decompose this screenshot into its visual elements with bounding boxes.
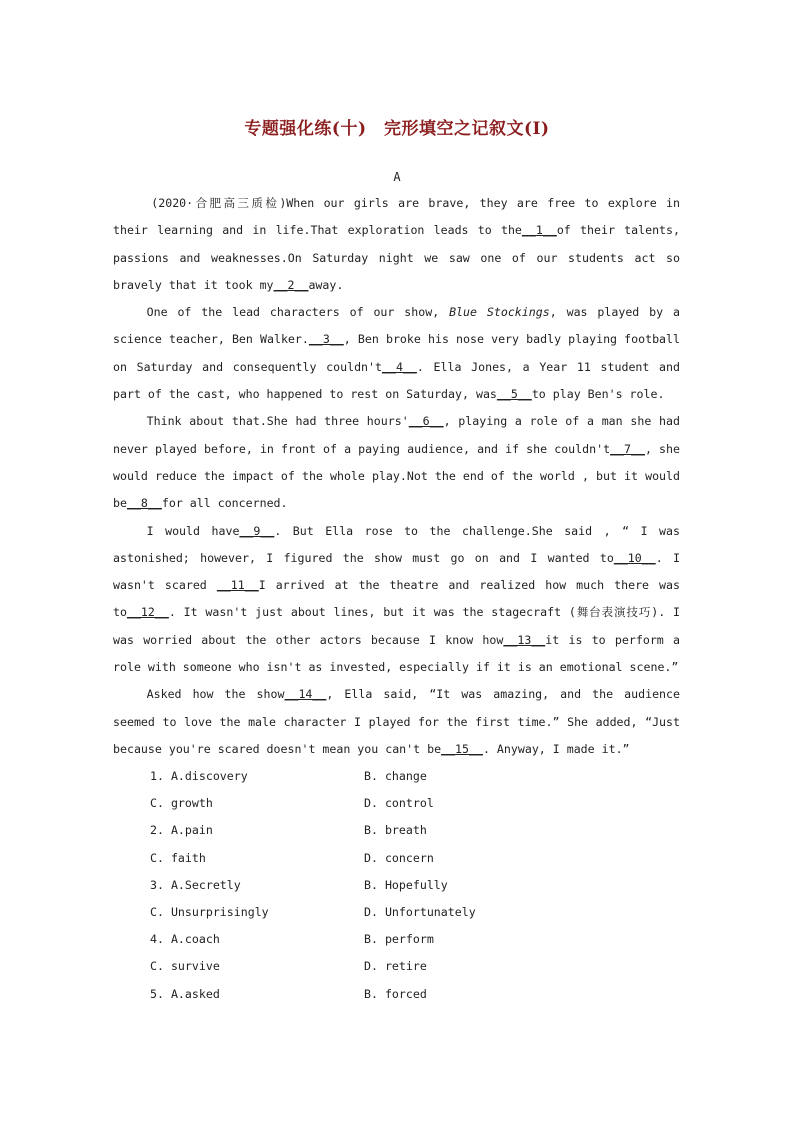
option-row <box>150 953 570 980</box>
paragraph-text: of their talents, passions and weaknesses.On Saturday night we saw one of our students act so bravely that it took my <box>113 223 680 292</box>
paragraph-text: (2020·合肥高三质检)When our girls are brave, they are free to explore in their learning and in life.That exploration leads to the <box>113 196 680 238</box>
paragraph-text: I would have <box>146 523 240 538</box>
paragraph-text: , she would reduce the impact of the whole play.Not the end of the world , but it would be <box>113 441 680 511</box>
blank-12: __12__ <box>126 605 169 620</box>
paragraph-text: One of the lead characters of our show, <box>146 305 450 320</box>
paragraph-text: I arrived at the theatre and realized how much there was to <box>113 578 680 620</box>
option-left: C. growth <box>150 796 213 811</box>
blank-14: __14__ <box>284 687 327 702</box>
option-left: C. survive <box>150 959 220 974</box>
option-row <box>150 926 570 953</box>
section-label: A <box>393 170 401 184</box>
answer-options <box>150 763 570 1008</box>
option-left: C. faith <box>150 850 206 865</box>
option-row <box>150 790 570 817</box>
passage-paragraph-4 <box>113 518 680 682</box>
paragraph-text: Asked how the show <box>146 687 285 702</box>
passage-paragraph-5 <box>113 681 680 763</box>
passage-paragraph-1 <box>113 190 680 299</box>
option-right: D. control <box>364 796 434 811</box>
paragraph-text: away. <box>308 277 344 292</box>
option-left: 5. A.asked <box>150 986 220 1001</box>
option-right: B. Hopefully <box>364 877 448 892</box>
paragraph-text: . Anyway, I made it.” <box>482 741 630 756</box>
blank-6: __6__ <box>408 414 444 429</box>
paragraph-text: . I wasn't scared <box>113 550 680 593</box>
option-left: 4. A.coach <box>150 932 220 947</box>
option-left: C. Unsurprisingly <box>150 905 269 920</box>
blank-4: __4__ <box>382 359 417 374</box>
blank-1: __1__ <box>521 223 557 238</box>
option-row <box>150 817 570 844</box>
option-row <box>150 872 570 899</box>
option-left: 3. A.Secretly <box>150 877 241 892</box>
passage-body <box>113 190 680 763</box>
option-row <box>150 981 570 1008</box>
paragraph-text: , Ben broke his nose very badly playing football on Saturday and consequently couldn't <box>113 332 680 374</box>
option-right: D. Unfortunately <box>364 905 476 920</box>
paragraph-text: it is to perform a role with someone who isn't as invested, especially if it is an emotional scene.” <box>113 632 681 675</box>
blank-15: __15__ <box>441 741 483 756</box>
blank-10: __10__ <box>613 550 656 565</box>
option-right: D. concern <box>364 850 434 865</box>
blank-2: __2__ <box>273 277 309 292</box>
paragraph-text: , playing a role of a man she had never played before, in front of a paying audience, and if she couldn't <box>113 414 681 456</box>
blank-13: __13__ <box>503 632 546 647</box>
option-right: D. retire <box>364 959 427 974</box>
paragraph-text: . But Ella rose to the challenge.She said , “ I was astonished; however, I figured the show must go on and I wanted to <box>113 523 680 565</box>
play-title-italic: Blue Stockings <box>449 305 550 320</box>
blank-7: __7__ <box>610 441 645 456</box>
option-right: B. breath <box>364 823 427 838</box>
blank-8: __8__ <box>126 496 162 511</box>
paragraph-text: to play Ben's role. <box>531 387 665 402</box>
option-right: B. forced <box>364 986 427 1001</box>
option-row <box>150 899 570 926</box>
blank-3: __3__ <box>308 332 344 347</box>
option-row <box>150 845 570 872</box>
paragraph-text: Think about that.She had three hours' <box>146 414 409 429</box>
paragraph-text: for all concerned. <box>161 496 288 511</box>
page-title: 专题强化练(十) 完形填空之记叙文(Ⅰ) <box>244 119 550 139</box>
option-left: 1. A.discovery <box>150 769 248 783</box>
blank-9: __9__ <box>239 523 275 538</box>
blank-11: __11__ <box>216 578 259 593</box>
blank-5: __5__ <box>496 387 532 402</box>
option-right: B. change <box>364 769 427 783</box>
passage-paragraph-2 <box>113 299 680 408</box>
paragraph-text: . Ella Jones, a Year 11 student and part of the cast, who happened to rest on Saturday, was <box>113 359 680 402</box>
paragraph-text: . It wasn't just about lines, but it was the stagecraft (舞台表演技巧). I was worried about the other actors because I know how <box>113 605 680 647</box>
option-row <box>150 763 570 790</box>
paragraph-text: , was played by a science teacher, Ben Walker. <box>113 305 680 347</box>
option-left: 2. A.pain <box>150 823 213 838</box>
paragraph-text: , Ella said, “It was amazing, and the audience seemed to love the male character I played for the first time.” She added, “Just because you're scared doesn't mean you can't be <box>113 687 681 756</box>
option-right: B. perform <box>364 932 434 947</box>
passage-paragraph-3 <box>113 408 680 517</box>
